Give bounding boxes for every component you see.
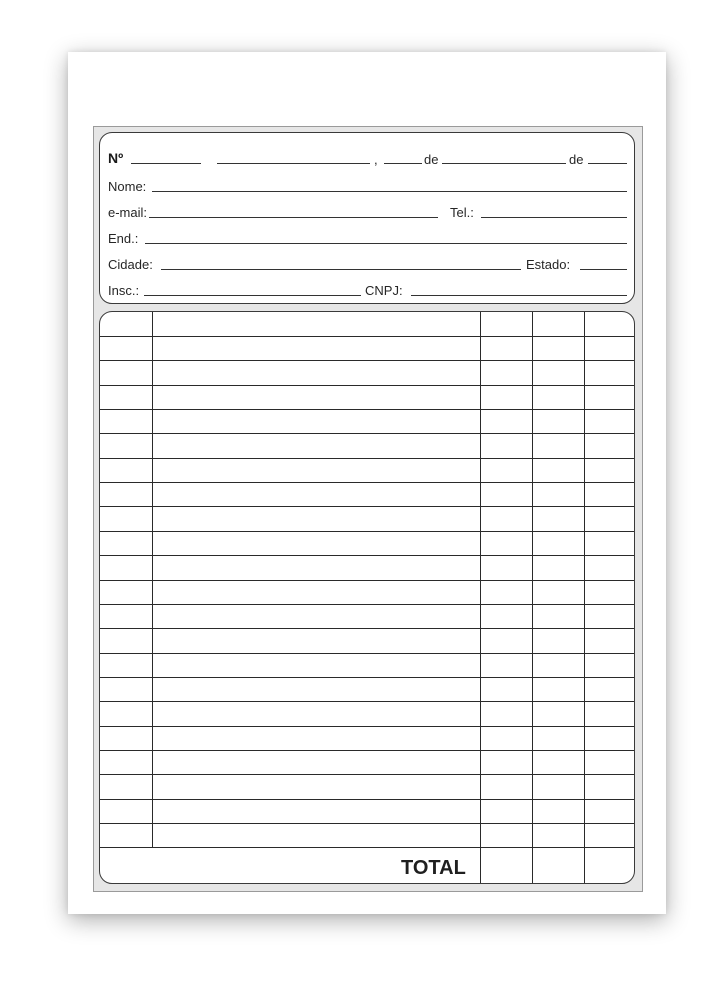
day-line[interactable] [384,163,422,164]
row-rule [100,409,634,410]
row-rule [100,701,634,702]
column-divider-total [584,312,585,883]
row-rule [100,433,634,434]
de-label-2: de [569,152,584,167]
items-table [99,311,635,884]
customer-header-box [99,132,635,304]
end-line[interactable] [145,243,627,244]
column-divider-unit [532,312,533,883]
year-line[interactable] [588,163,627,164]
row-rule [100,385,634,386]
row-rule [100,847,634,848]
de-label-1: de [424,152,439,167]
city-date-line[interactable] [217,163,370,164]
estado-label: Estado: [526,257,571,272]
nome-label: Nome: [108,179,147,194]
row-rule [100,580,634,581]
email-label: e-mail: [108,205,148,220]
row-rule [100,482,634,483]
email-line[interactable] [149,217,438,218]
row-rule [100,360,634,361]
column-divider-qty [480,312,481,883]
row-rule [100,555,634,556]
row-rule [100,653,634,654]
comma-label: , [374,152,378,167]
end-label: End.: [108,231,139,246]
estado-line[interactable] [580,269,627,270]
row-rule [100,336,634,337]
row-rule [100,458,634,459]
cnpj-line[interactable] [411,295,627,296]
row-rule [100,506,634,507]
row-rule [100,677,634,678]
column-divider-code [152,312,153,847]
row-rule [100,726,634,727]
row-rule [100,628,634,629]
row-rule [100,774,634,775]
row-rule [100,799,634,800]
tel-line[interactable] [481,217,627,218]
tel-label: Tel.: [450,205,474,220]
row-rule [100,604,634,605]
insc-label: Insc.: [108,283,140,298]
row-rule [100,823,634,824]
cidade-line[interactable] [161,269,521,270]
insc-line[interactable] [144,295,361,296]
month-line[interactable] [442,163,566,164]
nome-line[interactable] [152,191,627,192]
numero-label: Nº [108,150,124,166]
cidade-label: Cidade: [108,257,153,272]
total-label: TOTAL [401,857,466,879]
row-rule [100,750,634,751]
cnpj-label: CNPJ: [365,283,403,298]
row-rule [100,531,634,532]
numero-line[interactable] [131,163,201,164]
items-grid [100,312,634,883]
